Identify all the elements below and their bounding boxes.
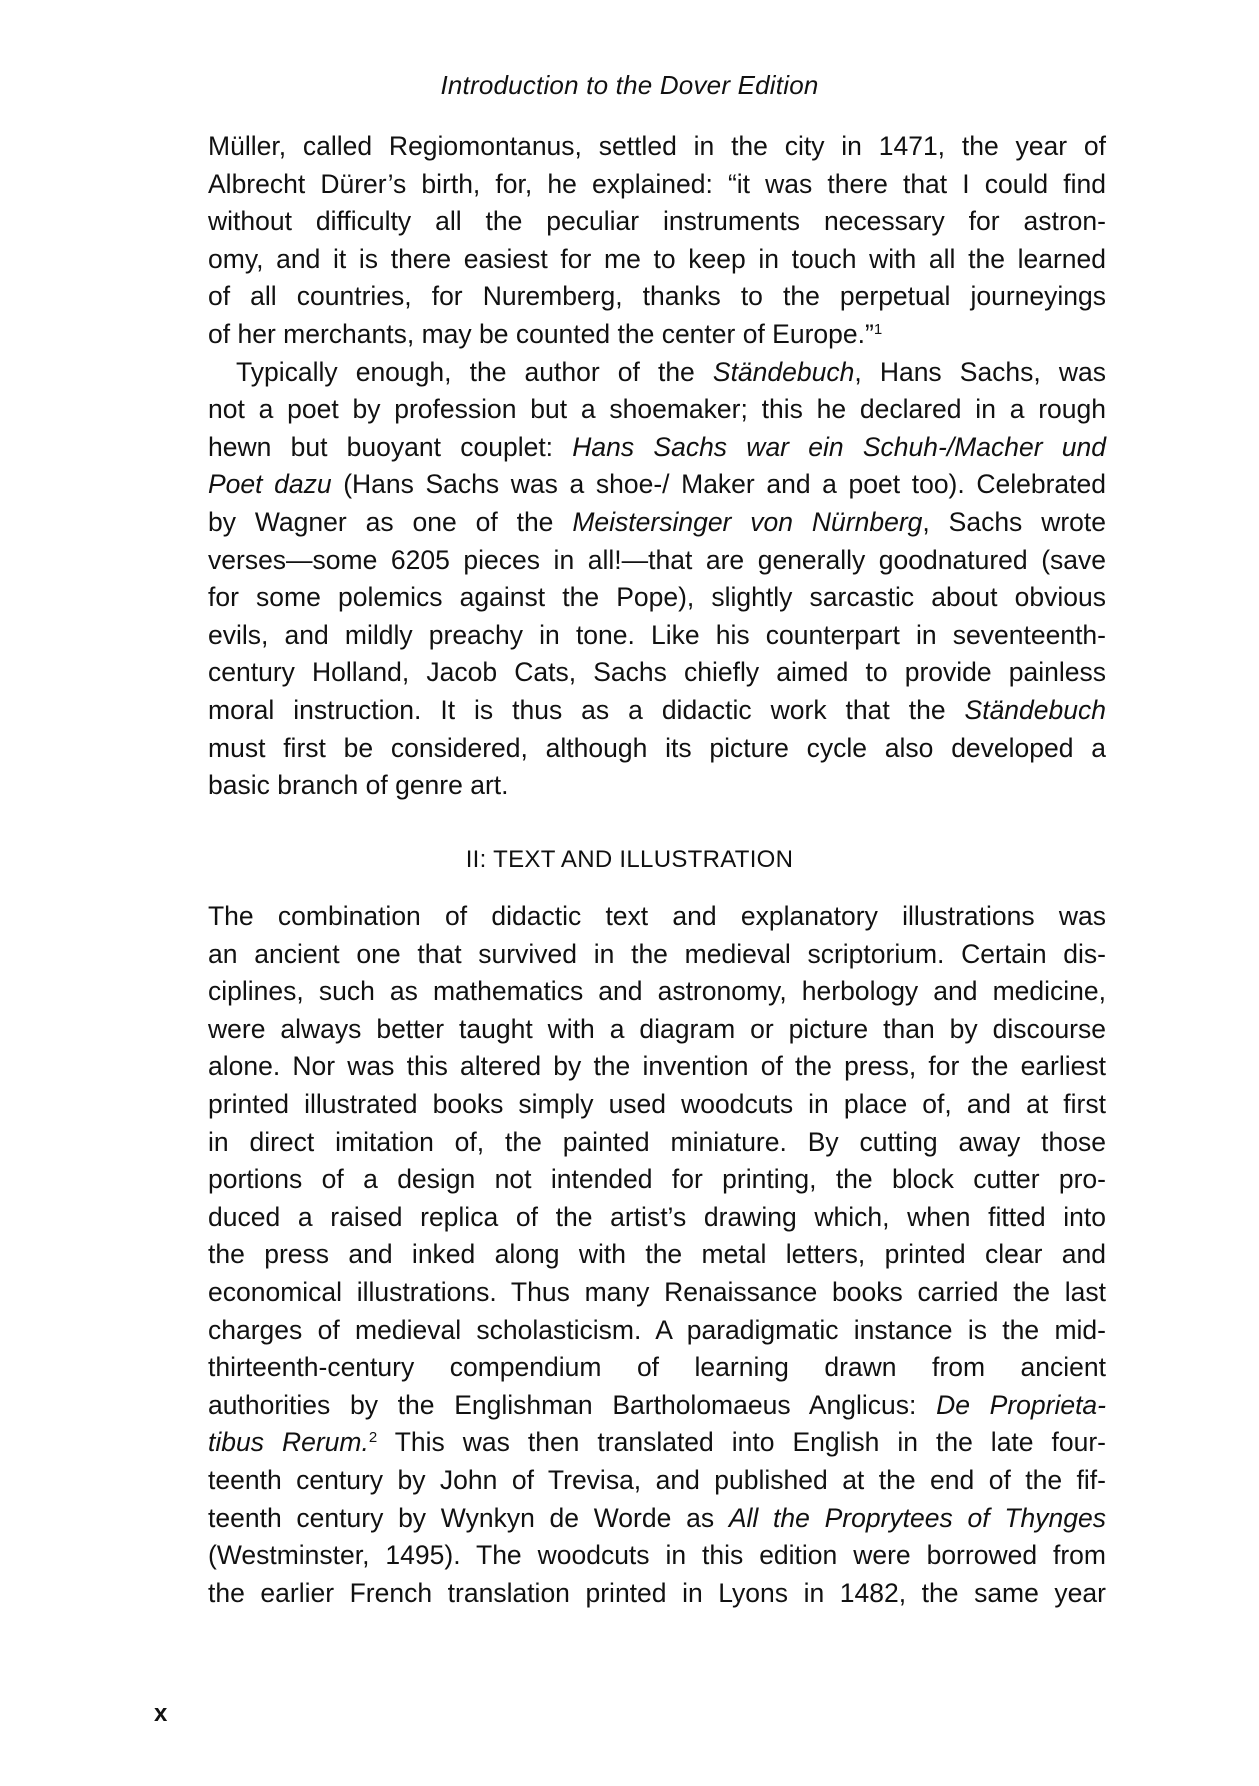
- text-line: alone. Nor was this altered by the invention of the press, for the earliest: [208, 1051, 1106, 1082]
- italic-title: Poet dazu: [208, 469, 332, 500]
- text-line: of her merchants, may be counted the center of Europe.”$^1$: [208, 318, 883, 349]
- text-line: Poet dazu (Hans Sachs was a shoe-/ Maker and a poet too). Celebrated: [208, 469, 1106, 500]
- text-line: of all countries, for Nuremberg, thanks to the perpetual journeyings: [208, 281, 1106, 312]
- italic-title: De Proprieta-: [936, 1389, 1106, 1420]
- text-line: The combination of didactic text and explanatory illustrations was: [208, 901, 1106, 931]
- text-line: Müller, called Regiomontanus, settled in the city in 1471, the year of: [208, 131, 1106, 161]
- paragraph-continued: [208, 128, 1106, 354]
- running-head: Introduction to the Dover Edition: [440, 70, 819, 100]
- footnote-ref: 1: [873, 320, 883, 338]
- paragraph-text-and-illustration: [208, 898, 1106, 1612]
- text-line: basic branch of genre art.: [208, 770, 509, 801]
- italic-title: Ständebuch: [964, 694, 1106, 725]
- text-line: the earlier French translation printed in Lyons in 1482, the same year: [208, 1577, 1106, 1608]
- text-line: moral instruction. It is thus as a didactic work that the Ständebuch: [208, 694, 1106, 725]
- text-line: (Westminster, 1495). The woodcuts in this edition were borrowed from: [208, 1540, 1106, 1571]
- text-line: must first be considered, although its picture cycle also developed a: [208, 732, 1106, 763]
- text-line: in direct imitation of, the painted miniature. By cutting away those: [208, 1126, 1106, 1157]
- italic-title: tibus Rerum.: [208, 1427, 369, 1458]
- text-line: thirteenth-century compendium of learning drawn from ancient: [208, 1352, 1106, 1383]
- text-line: verses—some 6205 pieces in all!—that are generally goodnatured (save: [208, 544, 1106, 575]
- italic-title: All the Proprytees of Thynges: [728, 1502, 1106, 1533]
- text-line: economical illustrations. Thus many Renaissance books carried the last: [208, 1276, 1106, 1307]
- text-line: printed illustrated books simply used woodcuts in place of, and at first: [208, 1088, 1106, 1119]
- text-line: teenth century by John of Trevisa, and published at the end of the fif-: [208, 1464, 1106, 1495]
- text-line: an ancient one that survived in the medieval scriptorium. Certain dis-: [208, 938, 1106, 969]
- italic-title: Ständebuch: [712, 356, 855, 387]
- text-line: were always better taught with a diagram or picture than by discourse: [208, 1013, 1106, 1044]
- text-line: for some polemics against the Pope), slightly sarcastic about obvious: [208, 582, 1106, 613]
- italic-title: Meistersinger von Nürnberg: [572, 506, 923, 537]
- text-line: Albrecht Dürer’s birth, for, he explained: “it was there that I could find: [208, 168, 1106, 199]
- text-line: hewn but buoyant couplet: Hans Sachs war ein Schuh-/Macher und: [208, 431, 1107, 462]
- text-line: Typically enough, the author of the Ständebuch, Hans Sachs, was: [236, 356, 1107, 387]
- paragraph-block: [208, 128, 1106, 805]
- text-line: duced a raised replica of the artist’s drawing which, when fitted into: [208, 1201, 1106, 1232]
- text-line: teenth century by Wynkyn de Worde as All the Proprytees of Thynges: [208, 1502, 1106, 1533]
- section-heading: II: TEXT AND ILLUSTRATION: [465, 846, 794, 873]
- text-line: by Wagner as one of the Meistersinger von Nürnberg, Sachs wrote: [208, 506, 1106, 537]
- text-line: century Holland, Jacob Cats, Sachs chiefly aimed to provide painless: [208, 657, 1106, 688]
- text-line: without difficulty all the peculiar instruments necessary for astron-: [208, 206, 1106, 237]
- text-line: not a poet by profession but a shoemaker; this he declared in a rough: [208, 394, 1106, 425]
- text-line: charges of medieval scholasticism. A paradigmatic instance is the mid-: [208, 1314, 1106, 1345]
- footnote-ref: 2: [368, 1429, 378, 1447]
- text-line: ciplines, such as mathematics and astronomy, herbology and medicine,: [208, 976, 1106, 1007]
- text-line: evils, and mildly preachy in tone. Like his counterpart in seventeenth-: [208, 619, 1106, 650]
- text-line: portions of a design not intended for printing, the block cutter pro-: [208, 1164, 1106, 1195]
- text-line: the press and inked along with the metal letters, printed clear and: [208, 1239, 1106, 1270]
- text-line: omy, and it is there easiest for me to keep in touch with all the learned: [208, 243, 1106, 274]
- page-number: x: [154, 1700, 168, 1727]
- text-line: authorities by the Englishman Bartholomaeus Anglicus: De Proprieta-: [208, 1389, 1106, 1420]
- italic-title: Hans Sachs war ein Schuh-/Macher und: [572, 431, 1107, 462]
- text-line: tibus Rerum.$^2$ This was then translated into English in the late four-: [208, 1427, 1107, 1458]
- paragraph-combination: [208, 898, 1106, 1612]
- paragraph-typically: [208, 354, 1106, 805]
